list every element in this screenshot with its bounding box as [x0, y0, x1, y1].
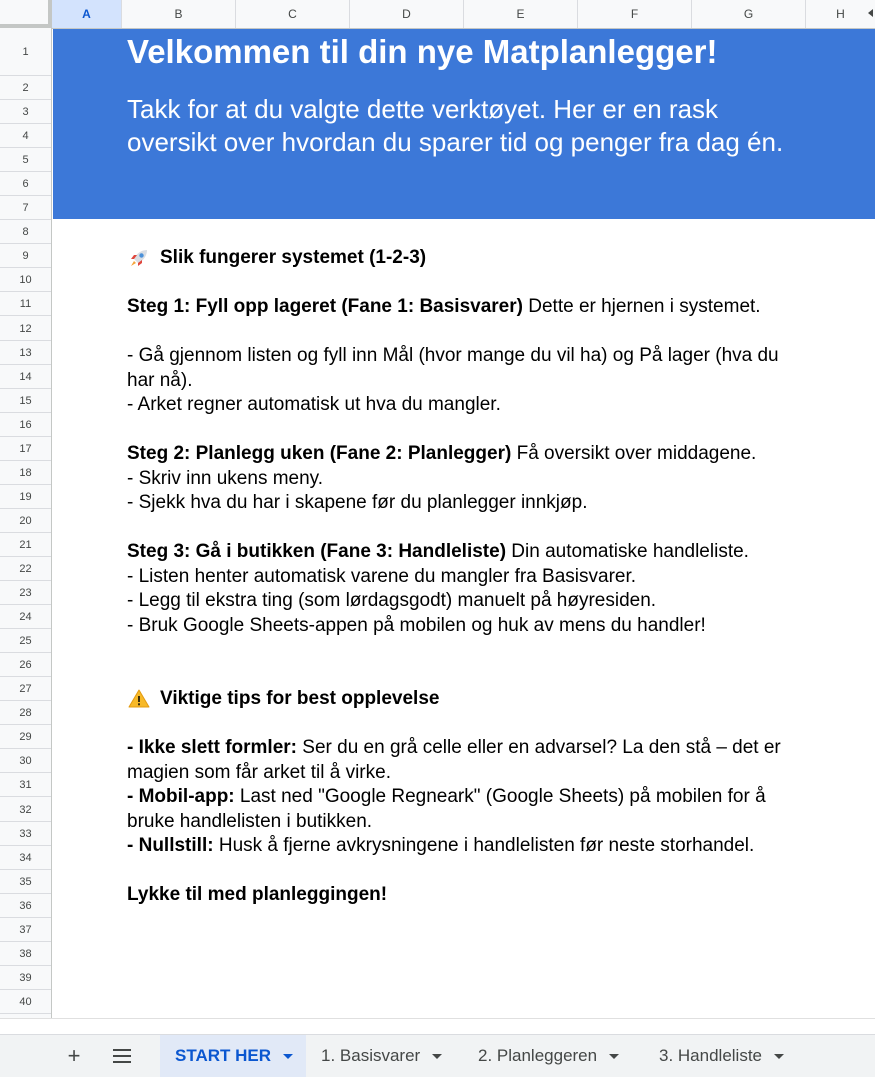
row-header-21[interactable]: 21	[0, 533, 51, 557]
chevron-down-icon[interactable]	[283, 1054, 293, 1059]
row-header-4[interactable]: 4	[0, 124, 51, 148]
row-header-9[interactable]: 9	[0, 244, 51, 268]
banner-title: Velkommen til din nye Matplanlegger!	[127, 33, 718, 70]
column-header-a[interactable]: A	[52, 0, 122, 28]
step-1-bullet: - Arket regner automatisk ut hva du mangler.	[127, 394, 501, 415]
row-header-35[interactable]: 35	[0, 870, 51, 894]
row-header-26[interactable]: 26	[0, 653, 51, 677]
row-header-28[interactable]: 28	[0, 701, 51, 725]
tip-label: - Mobil-app:	[127, 786, 235, 807]
welcome-banner	[53, 29, 875, 219]
column-header-c[interactable]: C	[236, 0, 350, 28]
warning-icon	[127, 687, 151, 711]
step-2-bullet: - Sjekk hva du har i skapene før du planlegger innkjøp.	[127, 492, 588, 513]
step-1-bullet: - Gå gjennom listen og fyll inn Mål (hvor mange du vil ha) og På lager (hva du har nå).	[127, 345, 779, 391]
chevron-down-icon[interactable]	[432, 1054, 442, 1059]
row-header-27[interactable]: 27	[0, 677, 51, 701]
row-header-16[interactable]: 16	[0, 413, 51, 437]
row-header-13[interactable]: 13	[0, 341, 51, 365]
scroll-left-icon[interactable]	[868, 9, 873, 17]
row-header-3[interactable]: 3	[0, 100, 51, 124]
tab-handleliste[interactable]	[659, 1035, 784, 1077]
row-header-24[interactable]: 24	[0, 605, 51, 629]
row-header-17[interactable]: 17	[0, 437, 51, 461]
section-heading-tips	[127, 687, 807, 712]
row-header-31[interactable]: 31	[0, 773, 51, 797]
step-1	[127, 295, 807, 320]
column-header-bar	[0, 0, 875, 29]
step-3-bullet: - Listen henter automatisk varene du mangler fra Basisvarer.	[127, 565, 637, 587]
column-header-g[interactable]: G	[692, 0, 806, 28]
tip-item	[127, 785, 807, 834]
row-header-29[interactable]: 29	[0, 725, 51, 749]
step-3-bullet: - Bruk Google Sheets-appen på mobilen og huk av mens du handler!	[127, 614, 706, 636]
tip-text: Last ned "Google Regneark" (Google Sheets) på mobilen for å bruke handlelisten i butikken.	[127, 786, 766, 832]
plus-icon: +	[67, 1043, 81, 1068]
row-header-6[interactable]: 6	[0, 172, 51, 196]
row-header-19[interactable]: 19	[0, 485, 51, 509]
tip-label: - Ikke slett formler:	[127, 737, 297, 758]
row-header-5[interactable]: 5	[0, 148, 51, 172]
row-header-11[interactable]: 11	[0, 292, 51, 316]
step-2	[127, 442, 807, 467]
row-header-2[interactable]: 2	[0, 76, 51, 100]
horizontal-scroll-area[interactable]	[0, 1018, 875, 1035]
row-header-bar	[0, 28, 52, 1034]
row-header-8[interactable]: 8	[0, 220, 51, 244]
row-header-37[interactable]: 37	[0, 918, 51, 942]
section-heading-text: Slik fungerer systemet (1-2-3)	[160, 247, 427, 268]
row-header-32[interactable]: 32	[0, 798, 51, 822]
sheet-tab-bar	[0, 1034, 875, 1077]
tab-basisvarer[interactable]	[321, 1035, 442, 1077]
tab-label: START HER	[175, 1046, 272, 1065]
all-sheets-button[interactable]	[107, 1041, 137, 1071]
banner-subtitle: Takk for at du valgte dette verktøyet. Her er en rask oversikt over hvordan du sparer tid og penger fra dag én.	[127, 94, 784, 157]
column-header-h-label: H	[836, 7, 845, 21]
chevron-down-icon[interactable]	[774, 1054, 784, 1059]
step-3-bullet: - Legg til ekstra ting (som lørdagsgodt) manuelt på høyresiden.	[127, 590, 657, 611]
instructions-cell[interactable]	[127, 246, 807, 908]
row-header-25[interactable]: 25	[0, 629, 51, 653]
row-header-7[interactable]: 7	[0, 196, 51, 220]
rocket-icon	[127, 246, 151, 270]
row-header-34[interactable]: 34	[0, 846, 51, 870]
tab-label: 1. Basisvarer	[321, 1046, 421, 1065]
add-sheet-button[interactable]	[59, 1041, 89, 1071]
tab-label: 2. Planleggeren	[478, 1046, 598, 1065]
section-heading-how-it-works	[127, 246, 807, 271]
row-header-15[interactable]: 15	[0, 389, 51, 413]
chevron-down-icon[interactable]	[609, 1054, 619, 1059]
row-header-23[interactable]: 23	[0, 581, 51, 605]
column-header-f[interactable]: F	[578, 0, 692, 28]
column-header-d[interactable]: D	[350, 0, 464, 28]
step-1-title: Steg 1: Fyll opp lageret (Fane 1: Basisvarer)	[127, 296, 523, 317]
row-header-14[interactable]: 14	[0, 365, 51, 389]
step-2-bullet: - Skriv inn ukens meny.	[127, 467, 324, 489]
step-3-text: Din automatiske handleliste.	[506, 541, 749, 562]
select-all-corner[interactable]	[0, 0, 52, 28]
tab-planleggeren[interactable]	[478, 1035, 619, 1077]
row-header-22[interactable]: 22	[0, 557, 51, 581]
tip-item	[127, 834, 807, 859]
tab-start-her[interactable]	[160, 1035, 306, 1077]
step-3	[127, 540, 807, 565]
row-header-18[interactable]: 18	[0, 461, 51, 485]
step-3-title: Steg 3: Gå i butikken (Fane 3: Handleliste)	[127, 541, 507, 562]
closing-line	[127, 883, 807, 908]
column-header-e[interactable]: E	[464, 0, 578, 28]
step-2-title: Steg 2: Planlegg uken (Fane 2: Planlegger)	[127, 443, 512, 464]
tip-item	[127, 736, 807, 785]
tip-text: Ser du en grå celle eller en advarsel? La den stå – det er magien som får arket til å virke.	[127, 737, 781, 783]
column-header-h[interactable]	[806, 0, 875, 28]
row-header-38[interactable]: 38	[0, 942, 51, 966]
row-header-39[interactable]: 39	[0, 966, 51, 990]
row-header-10[interactable]: 10	[0, 268, 51, 292]
step-2-text: Få oversikt over middagene.	[511, 443, 757, 464]
closing-text: Lykke til med planleggingen!	[127, 884, 388, 905]
tip-label: - Nullstill:	[127, 835, 214, 856]
row-header-12[interactable]: 12	[0, 317, 51, 341]
column-header-b[interactable]: B	[122, 0, 236, 28]
tab-label: 3. Handleliste	[659, 1046, 763, 1065]
row-header-1[interactable]: 1	[0, 28, 51, 76]
tip-text: Husk å fjerne avkrysningene i handlelisten før neste storhandel.	[213, 835, 755, 856]
row-header-40[interactable]: 40	[0, 990, 51, 1014]
row-header-30[interactable]: 30	[0, 749, 51, 773]
tips-heading-text: Viktige tips for best opplevelse	[160, 688, 440, 709]
row-header-20[interactable]: 20	[0, 509, 51, 533]
step-1-text: Dette er hjernen i systemet.	[522, 296, 761, 317]
row-header-36[interactable]: 36	[0, 894, 51, 918]
row-header-33[interactable]: 33	[0, 822, 51, 846]
hamburger-icon	[113, 1049, 131, 1063]
